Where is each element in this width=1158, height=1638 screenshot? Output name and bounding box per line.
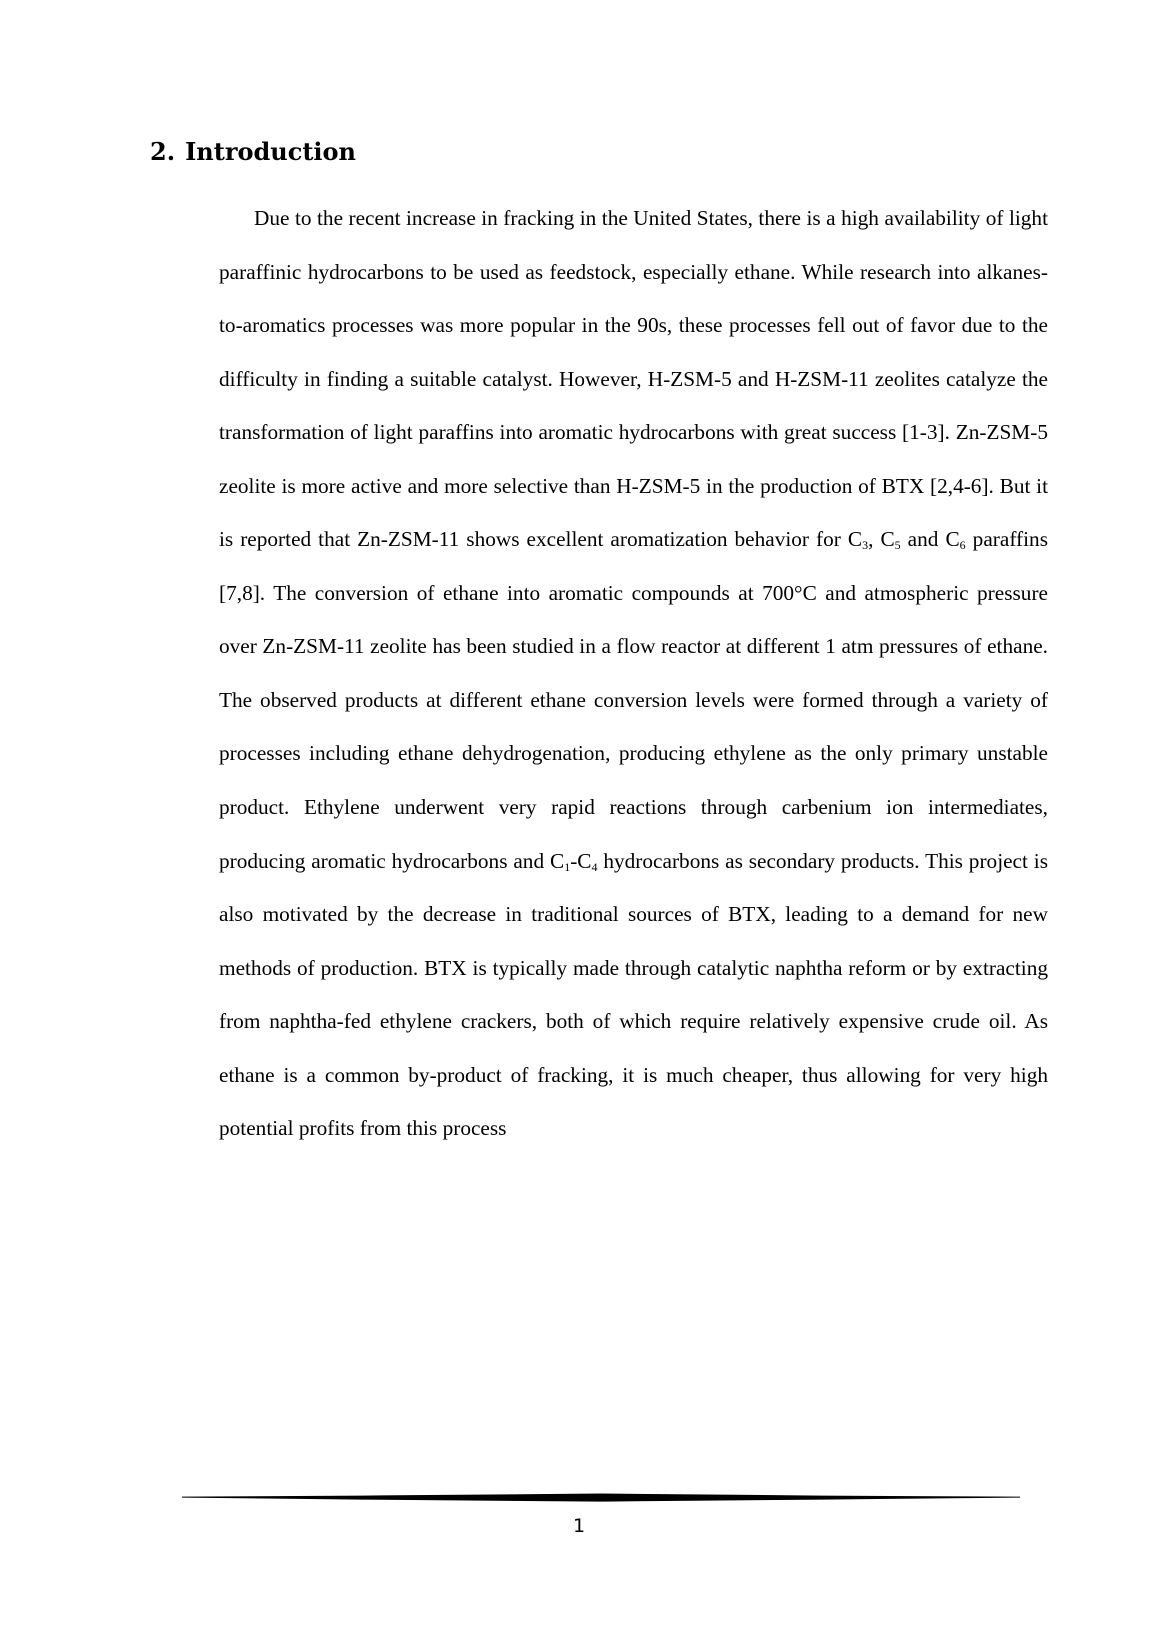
section-title: Introduction: [185, 137, 356, 166]
subscript: 3: [862, 538, 869, 553]
subscript: 6: [959, 538, 966, 553]
subscript: 1: [564, 859, 571, 874]
paragraph-text: paraffins [7,8]. The conversion of ethane into aromatic compounds at 700°C and atmospheric pressure over Zn-ZSM-11 zeolite has been studied in a flow reactor at different 1 atm pressures of ethane. The observed products at different ethane conversion levels were formed through a variety of processes including ethane dehydrogenation, producing ethylene as the only primary unstable product. Ethylene underwent very rapid reactions through carbenium ion intermediates, producing aromatic hydrocarbons and: [219, 527, 1048, 873]
chemical-symbol: C: [945, 527, 960, 552]
paragraph-text: hydrocarbons as secondary products. This project is also motivated by the decrease in traditional sources of BTX, leading to a demand for new methods of production. BTX is typically made through catalytic naphtha reform or by extracting from naphtha-fed ethylene crackers, both of which require relatively expensive crude oil. As ethane is a common by-product of fracking, it is much cheaper, thus allowing for very high potential profits from this process: [219, 848, 1048, 1141]
paragraph-text: Due to the recent increase in fracking in the United States, there is a high availability of light paraffinic hydrocarbons to be used as feedstock, especially ethane. While research into alkanes-to-aromatics processes was more popular in the 90s, these processes fell out of favor due to the difficulty in finding a suitable catalyst. However, H-ZSM-5 and H-ZSM-11 zeolites catalyze the transformation of light paraffins into aromatic hydrocarbons with great success [1-3]. Zn-ZSM-5 zeolite is more active and more selective than H-ZSM-5 in the production of BTX [2,4-6]. But it is reported that Zn-ZSM-11 shows excellent aromatization behavior for: [219, 206, 1048, 552]
subscript: 4: [591, 859, 598, 874]
chemical-symbol: C: [880, 527, 895, 552]
paragraph-text: and: [900, 527, 946, 552]
chemical-symbol: C: [577, 848, 592, 873]
section-heading: [150, 137, 356, 167]
chemical-symbol: C: [549, 848, 565, 873]
subscript: 5: [894, 538, 901, 553]
chemical-symbol: C: [847, 527, 863, 552]
section-number: 2.: [150, 137, 176, 166]
footer-divider: [182, 1493, 1020, 1503]
introduction-paragraph: [219, 192, 1048, 1156]
paragraph-text: -: [570, 848, 578, 873]
page-number: 1: [572, 1515, 586, 1537]
paragraph-text: ,: [868, 527, 881, 552]
